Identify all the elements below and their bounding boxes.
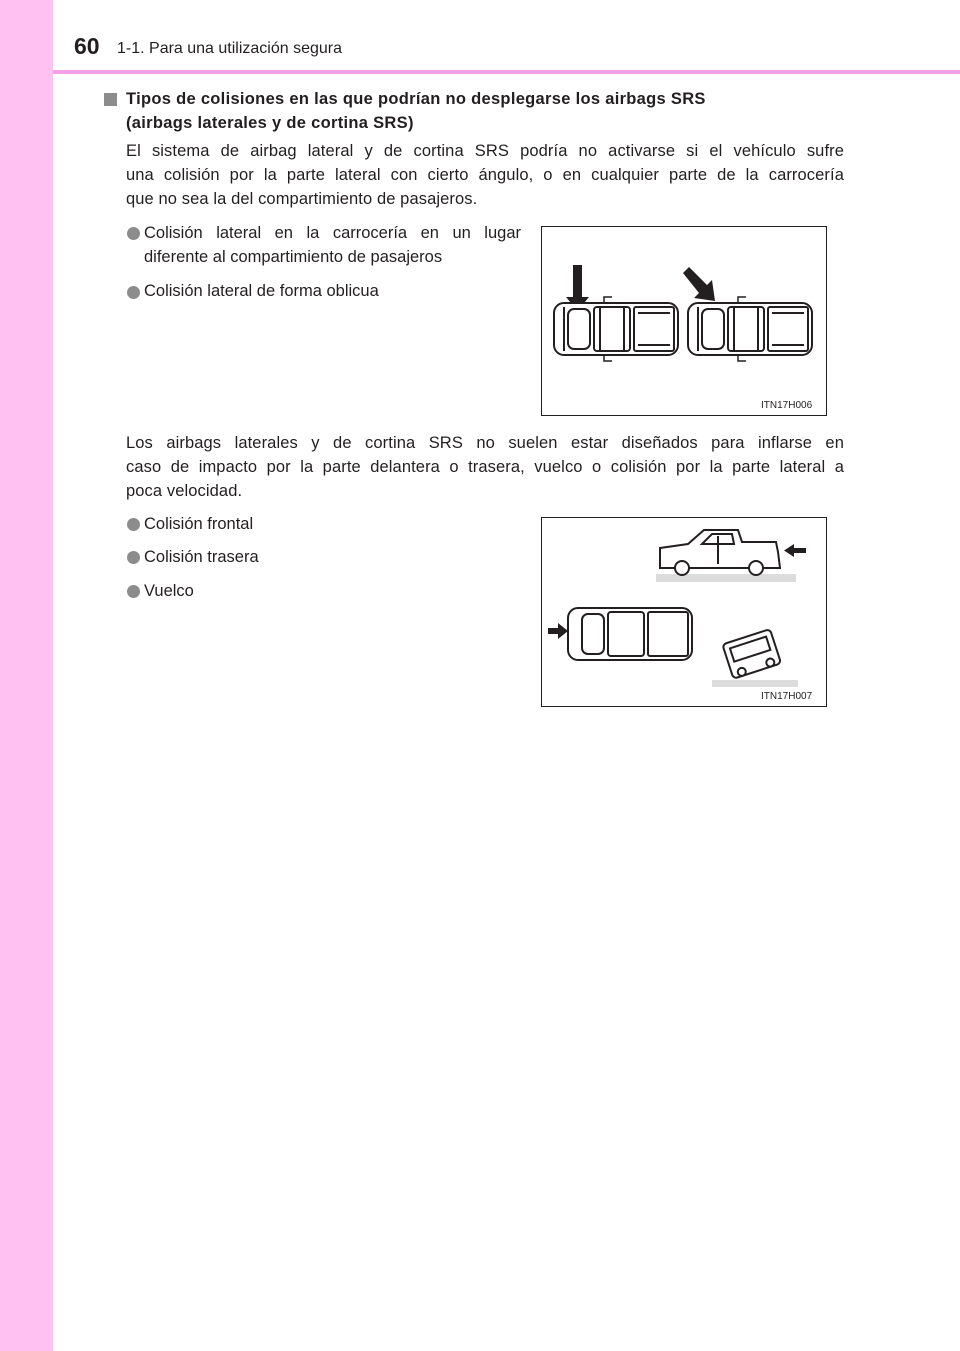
bullet-dot-icon (127, 518, 140, 531)
side-collision-illustration (542, 227, 826, 415)
bullet-dot-icon (127, 286, 140, 299)
list-item: Colisión lateral de forma oblicua (144, 282, 379, 300)
truck-top-view-icon (568, 608, 692, 660)
second-paragraph (126, 431, 844, 503)
bullet-dot-icon (127, 227, 140, 240)
truck-top-view-icon (554, 297, 678, 361)
intro-line-3: que no sea la del compartimiento de pasajeros. (126, 190, 478, 208)
bullet-dot-icon (127, 551, 140, 564)
intro-paragraph (126, 139, 844, 211)
intro-line-1: El sistema de airbag lateral y de cortina SRS podría no activarse si el vehículo sufre (126, 142, 844, 160)
square-bullet-icon (104, 93, 117, 106)
heading-line-1: Tipos de colisiones en las que podrían no desplegarse los airbags SRS (126, 90, 706, 108)
figure-code: ITN17H006 (761, 400, 813, 411)
page-number: 60 (74, 33, 100, 59)
rollover-truck-icon (722, 629, 781, 679)
list-item-line-1: Colisión lateral en la carrocería en un lugar (144, 224, 521, 242)
truck-side-view-icon (660, 530, 780, 575)
section-title: 1-1. Para una utilización segura (117, 40, 343, 57)
list-item: Vuelco (144, 582, 194, 600)
header-divider (53, 70, 960, 74)
second-line-1: Los airbags laterales y de cortina SRS no suelen estar diseñados para inflarse en (126, 434, 844, 452)
figure-front-rear-rollover (541, 517, 827, 707)
intro-line-2: una colisión por la parte lateral con cierto ángulo, o en cualquier parte de la carrocería (126, 166, 844, 184)
list-item (144, 221, 521, 269)
ground-line (656, 574, 796, 582)
figure-code: ITN17H007 (761, 691, 813, 702)
heading-line-2: (airbags laterales y de cortina SRS) (126, 114, 414, 132)
front-rear-rollover-illustration (542, 518, 826, 706)
sidebar-tab (0, 0, 53, 1351)
bullet-dot-icon (127, 585, 140, 598)
section-heading (126, 87, 846, 135)
ground-line (712, 680, 798, 687)
second-line-2: caso de impacto por la parte delantera o trasera, vuelco o colisión por la parte lateral a (126, 458, 844, 476)
list-item: Colisión trasera (144, 548, 259, 566)
list-item: Colisión frontal (144, 515, 254, 533)
truck-top-view-icon (688, 297, 812, 361)
second-line-3: poca velocidad. (126, 482, 243, 500)
rear-impact-arrow-icon (784, 544, 806, 557)
list-item-line-2: diferente al compartimiento de pasajeros (144, 248, 443, 266)
front-impact-arrow-icon (548, 623, 568, 639)
figure-side-collision (541, 226, 827, 416)
oblique-impact-arrow-icon (683, 267, 715, 301)
